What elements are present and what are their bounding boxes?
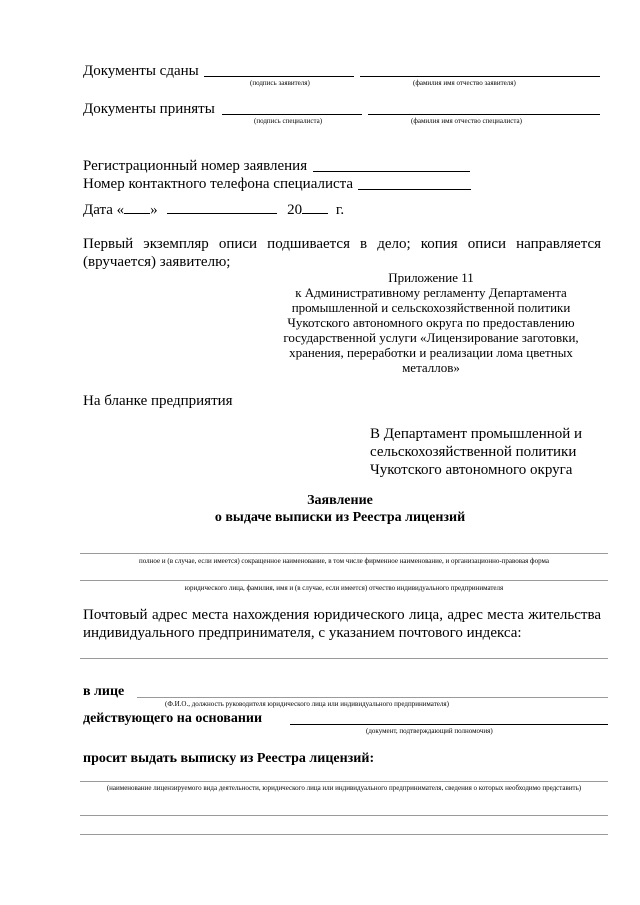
- postal-address-line1: Почтовый адрес места нахождения юридического лица, адрес места жительства: [83, 607, 601, 623]
- registration-number-line[interactable]: [313, 171, 470, 172]
- appendix-line: промышленной и сельскохозяйственной политики: [291, 300, 571, 315]
- request-field[interactable]: [80, 781, 608, 782]
- applicant-signature-hint: (подпись заявителя): [250, 79, 310, 87]
- applicant-name-line[interactable]: [360, 76, 600, 77]
- addressee-line: сельскохозяйственной политики: [370, 444, 577, 460]
- specialist-phone-line[interactable]: [358, 189, 471, 190]
- applicant-entity-line[interactable]: [80, 580, 608, 581]
- appendix-block: [270, 270, 592, 375]
- appendix-line: Приложение 11: [388, 270, 474, 285]
- title-line2: о выдаче выписки из Реестра лицензий: [214, 510, 466, 525]
- copy-note-line1: Первый экземпляр описи подшивается в дело; копия описи направляется: [83, 236, 601, 252]
- in-person-field[interactable]: [137, 697, 608, 698]
- applicant-signature-line[interactable]: [204, 76, 354, 77]
- document-title: [0, 492, 640, 526]
- addressee-block: [370, 425, 582, 479]
- request-field-line3[interactable]: [80, 834, 608, 835]
- letterhead-note: На бланке предприятия: [83, 393, 233, 409]
- docs-submitted-label: Документы сданы: [83, 63, 199, 79]
- addressee-line: Чукотского автономного округа: [370, 462, 573, 478]
- appendix-line: Чукотского автономного округа по предоставлению: [287, 315, 575, 330]
- postal-address-field[interactable]: [80, 658, 608, 659]
- specialist-signature-line[interactable]: [222, 114, 362, 115]
- addressee-line: В Департамент промышленной и: [370, 426, 583, 442]
- in-person-label: в лице: [83, 684, 125, 699]
- date-month-field[interactable]: [167, 202, 277, 214]
- postal-address-line2: индивидуального предпринимателя, с указанием почтового индекса:: [83, 625, 522, 641]
- request-hint: (наименование лицензируемого вида деятельности, юридического лица или индивидуального предпринимателя, сведения о которых необходимо представить): [106, 784, 582, 792]
- in-person-hint: (Ф.И.О., должность руководителя юридического лица или индивидуального предпринимателя): [165, 700, 449, 708]
- acting-basis-field[interactable]: [290, 724, 608, 725]
- specialist-name-hint: (фамилия имя отчество специалиста): [411, 117, 522, 125]
- appendix-line: к Административному регламенту Департамента: [295, 285, 567, 300]
- acting-basis-hint: (документ, подтверждающий полномочия): [366, 727, 493, 735]
- appendix-line: хранения, переработки и реализации лома цветных: [289, 345, 573, 360]
- specialist-name-line[interactable]: [368, 114, 600, 115]
- date-day-field[interactable]: [124, 202, 150, 214]
- full-name-hint: полное и (в случае, если имеется) сокращенное наименование, в том числе фирменное наименование, и организационно-правовая форма: [139, 557, 549, 565]
- acting-basis-label: действующего на основании: [83, 711, 263, 726]
- applicant-full-name-line[interactable]: [80, 553, 608, 554]
- docs-accepted-label: Документы приняты: [83, 101, 215, 117]
- entity-hint: юридического лица, фамилия, имя и (в случае, если имеется) отчество индивидуального предпринимателя: [184, 584, 504, 592]
- specialist-signature-hint: (подпись специалиста): [254, 117, 323, 125]
- date-year-field[interactable]: [302, 202, 328, 214]
- request-label: просит выдать выписку из Реестра лицензий:: [83, 751, 375, 766]
- applicant-name-hint: (фамилия имя отчество заявителя): [413, 79, 516, 87]
- copy-note-line2: (вручается) заявителю;: [83, 254, 231, 270]
- appendix-line: государственной услуги «Лицензирование заготовки,: [283, 330, 579, 345]
- registration-number-row: Регистрационный номер заявления: [83, 158, 308, 174]
- title-line1: Заявление: [307, 493, 373, 508]
- appendix-line: металлов»: [402, 360, 460, 375]
- date-row: Дата « » 20 г.: [83, 202, 345, 218]
- request-field-line2[interactable]: [80, 815, 608, 816]
- specialist-phone-row: Номер контактного телефона специалиста: [83, 176, 354, 192]
